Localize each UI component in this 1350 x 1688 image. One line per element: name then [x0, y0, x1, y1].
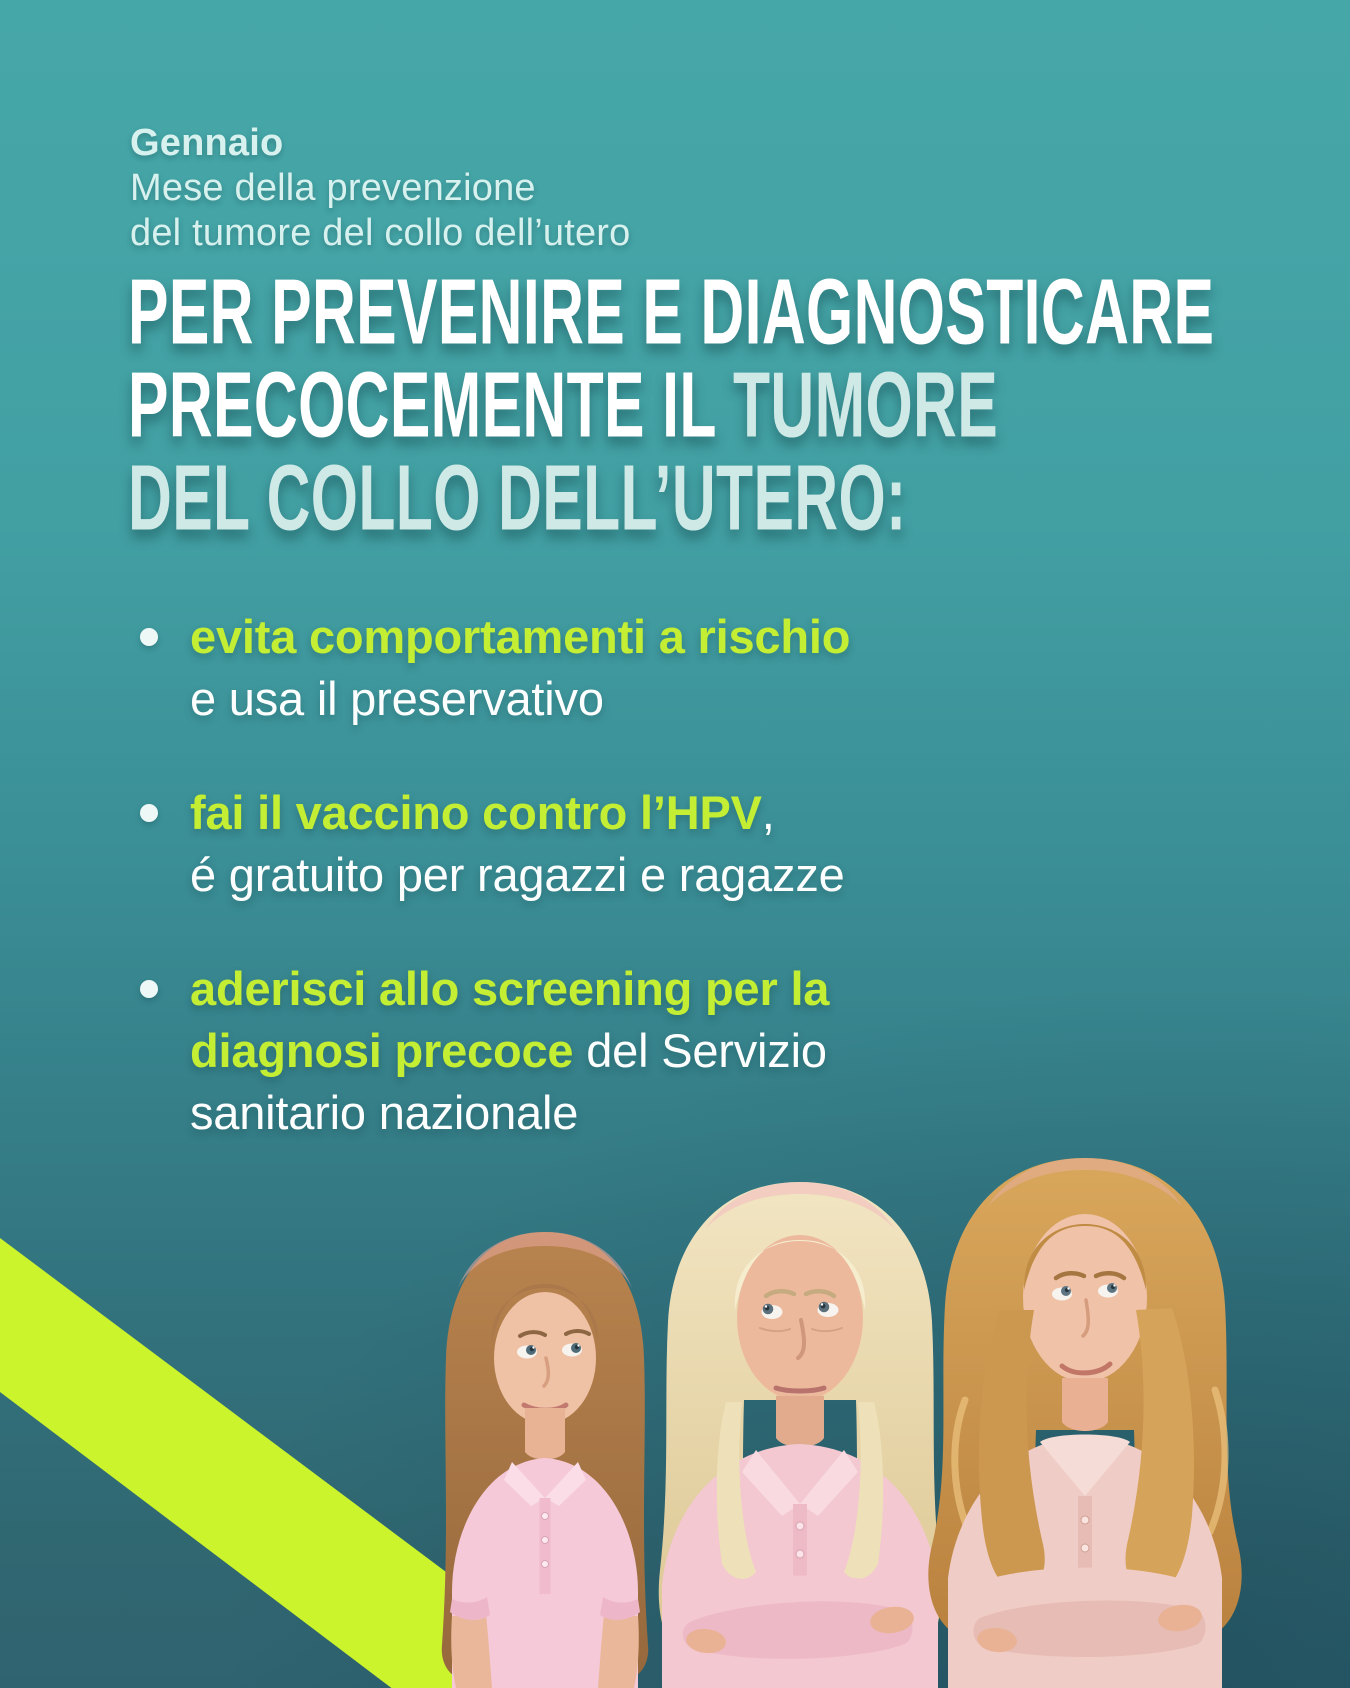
bullet-3-line-3: sanitario nazionale	[190, 1086, 579, 1139]
eyebrow-block	[130, 121, 630, 256]
three-generations-photo	[0, 1100, 1350, 1688]
bullet-item-1	[140, 606, 850, 730]
bullet-dot	[140, 804, 158, 822]
headline-line-2: PRECOCEMENTE IL TUMORE	[128, 354, 999, 457]
bullet-2-line-1: fai il vaccino contro l’HPV,	[190, 786, 775, 839]
bullet-dot	[140, 980, 158, 998]
figure-older-woman	[659, 1182, 941, 1688]
eyebrow-line-1: Mese della prevenzione	[130, 167, 536, 209]
figure-middle-aged-woman	[928, 1158, 1241, 1688]
figure-young-girl	[442, 1232, 648, 1688]
bullet-2-line-2: é gratuito per ragazzi e ragazze	[190, 848, 845, 901]
bullet-3-line-1: aderisci allo screening per la	[190, 962, 830, 1015]
bullet-dot	[140, 628, 158, 646]
bullet-3-line-2: diagnosi precoce del Servizio	[190, 1024, 827, 1077]
bullet-1-line-2: e usa il preservativo	[190, 672, 604, 725]
bullet-1-line-1: evita comportamenti a rischio	[190, 610, 851, 663]
month-title: Gennaio	[130, 122, 284, 164]
headline-line-1: PER PREVENIRE E DIAGNOSTICARE	[128, 261, 1215, 364]
headline-line-3: DEL COLLO DELL’UTERO:	[128, 447, 907, 550]
bullet-item-3	[140, 958, 829, 1144]
headline	[128, 261, 1350, 551]
eyebrow-line-2: del tumore del collo dell’utero	[130, 212, 631, 254]
bullet-item-2	[140, 782, 845, 906]
